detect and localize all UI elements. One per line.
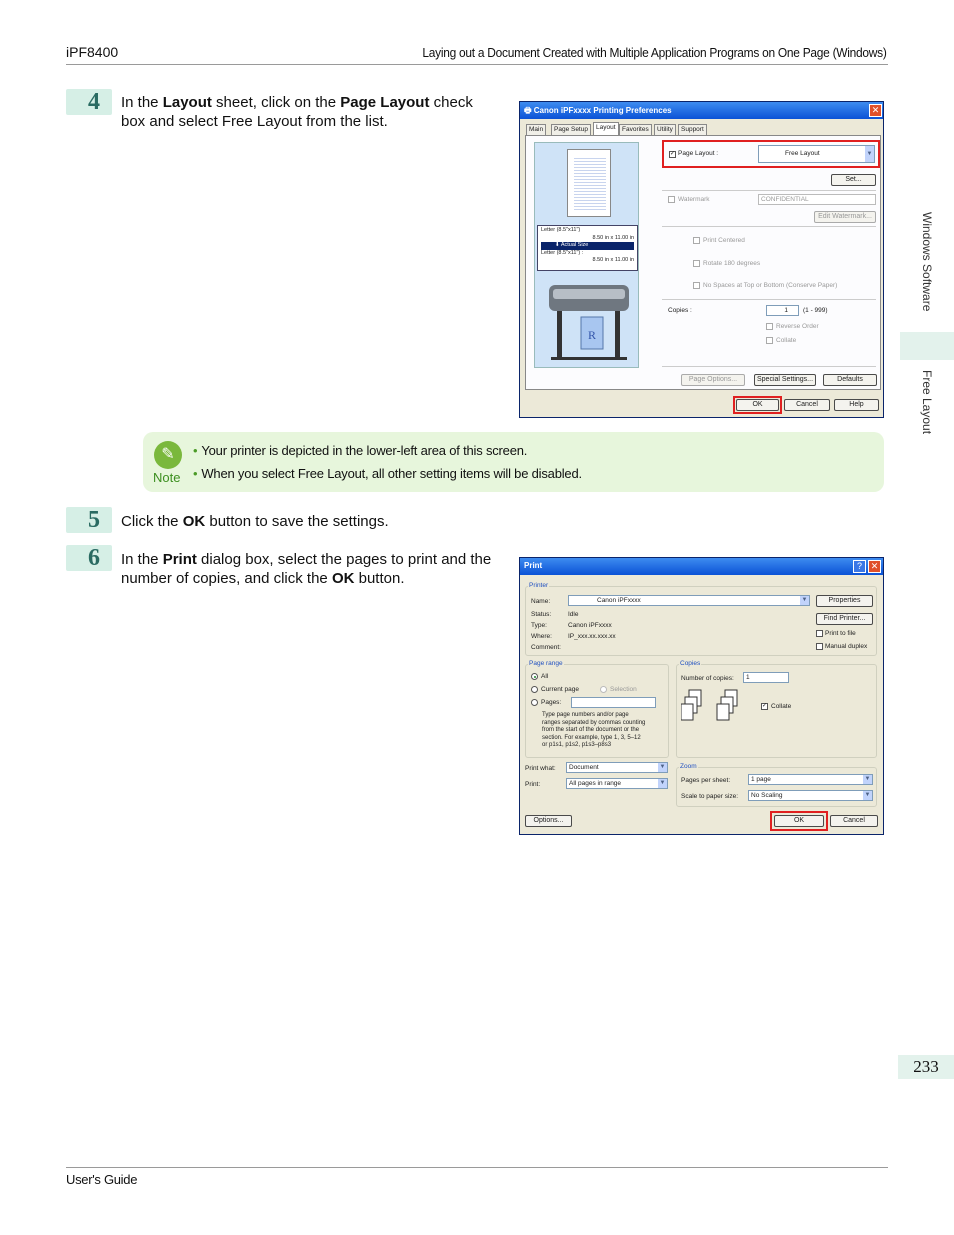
collate-checkbox[interactable] [766,337,773,344]
paper-info-box: Letter (8.5"x11") 8.50 in x 11.00 in ⬇ Actual Size Letter (8.5"x11") : 8.50 in x 11.00 in [537,225,638,271]
page-range-label: Page range [529,660,563,667]
print-what-select[interactable]: Document ▼ [566,762,668,773]
num-copies-label: Number of copies: [681,675,734,682]
copies-group-label: Copies [680,660,701,667]
svg-text:R: R [588,328,597,342]
step-6-text: In the Print dialog box, select the pages to print and the number of copies, and click the OK button. [121,551,492,587]
prefs-cancel-button[interactable]: Cancel [784,399,830,411]
where-value: IP_xxx.xx.xxx.xx [568,633,616,640]
pages-input[interactable] [571,697,656,708]
step-6-number: 6 [66,545,112,571]
chevron-down-icon: ▼ [659,764,666,770]
page-layout-select[interactable]: Free Layout ▼ [758,145,875,163]
range-all-label: All [541,673,549,680]
comment-label: Comment: [531,644,561,651]
note-label: Note [153,470,181,485]
where-label: Where: [531,633,552,640]
range-pages-radio[interactable] [531,699,538,706]
manual-duplex-checkbox[interactable] [816,643,823,650]
print-label: Print: [525,781,541,788]
chevron-down-icon: ▼ [864,776,871,782]
note-box [143,432,884,492]
tab-main[interactable]: Main [526,124,546,135]
actual-size-row: ⬇ Actual Size [541,242,634,250]
rotate-label: Rotate 180 degrees [703,260,761,267]
rotate-checkbox[interactable] [693,260,700,267]
properties-button[interactable]: Properties [816,595,873,607]
range-current-radio[interactable] [531,686,538,693]
arrow-down-icon: ⬇ [555,242,561,248]
zoom-group [676,767,877,807]
tab-layout[interactable]: Layout [593,122,619,135]
print-cancel-button[interactable]: Cancel [830,815,878,827]
chevron-down-icon: ▼ [865,146,874,162]
no-spaces-label: No Spaces at Top or Bottom (Conserve Paper) [703,282,838,289]
page-layout-label: Page Layout : [678,150,719,157]
tab-utility[interactable]: Utility [654,124,676,135]
copies-input[interactable]: 1 [766,305,799,316]
chevron-down-icon: ▼ [864,792,871,798]
edit-watermark-button[interactable]: Edit Watermark... [814,211,876,223]
side-tab-windows-software[interactable]: Windows Software [920,212,934,312]
pages-per-sheet-select[interactable]: 1 page ▼ [748,774,873,785]
step-4-number: 4 [66,89,112,115]
prefs-titlebar: 🖶 Canon iPFxxxx Printing Preferences [520,102,883,119]
status-label: Status: [531,611,552,618]
print-to-file-label: Print to file [825,630,856,637]
printer-illustration-icon [543,275,635,365]
side-tab-highlight [900,332,954,360]
prefs-help-button[interactable]: Help [834,399,879,411]
reverse-order-checkbox[interactable] [766,323,773,330]
watermark-select[interactable]: CONFIDENTIAL [758,194,876,205]
defaults-button[interactable]: Defaults [823,374,877,386]
print-ok-button[interactable]: OK [774,815,824,827]
num-copies-input[interactable]: 1 [743,672,789,683]
step-4-text: In the Layout sheet, click on the Page Layout check box and select Free Layout from the list. [121,94,473,130]
header-model: iPF8400 [66,44,119,60]
note-item: • When you select Free Layout, all other setting items will be disabled. [193,466,582,481]
find-printer-button[interactable]: Find Printer... [816,613,873,625]
tab-support[interactable]: Support [678,124,707,135]
print-centered-checkbox[interactable] [693,237,700,244]
name-label: Name: [531,598,551,605]
header-section-title: Laying out a Document Created with Multiple Application Programs on One Page (Windows) [422,45,887,60]
chevron-down-icon: ▼ [801,597,808,603]
copies-label: Copies : [668,307,692,314]
options-button[interactable]: Options... [525,815,572,827]
print-titlebar: Print [520,558,883,575]
print-to-file-checkbox[interactable] [816,630,823,637]
layout-sheet [525,135,881,390]
reverse-order-label: Reverse Order [776,323,819,330]
print-centered-label: Print Centered [703,237,745,244]
prefs-ok-button[interactable]: OK [736,399,779,411]
chevron-down-icon: ▼ [659,780,666,786]
pages-per-sheet-label: Pages per sheet: [681,777,731,784]
collate-checkbox[interactable]: ✓ [762,703,768,709]
manual-duplex-label: Manual duplex [825,643,868,650]
printer-name-select[interactable]: Canon iPFxxxx ▼ [568,595,810,606]
step-5-number: 5 [66,507,112,533]
type-value: Canon iPFxxxx [568,622,612,629]
watermark-label: Watermark [678,196,710,203]
print-dialog [519,557,884,835]
note-item: • Your printer is depicted in the lower-left area of this screen. [193,443,528,458]
preview-pane [534,142,639,368]
printer-group-label: Printer [529,582,549,589]
print-pages-select[interactable]: All pages in range ▼ [566,778,668,789]
range-selection-label: Selection [610,686,637,693]
page-preview [567,149,611,217]
status-value: Idle [568,611,579,618]
type-label: Type: [531,622,547,629]
side-tab-free-layout[interactable]: Free Layout [920,370,934,435]
range-pages-label: Pages: [541,699,562,706]
zoom-group-label: Zoom [680,763,697,770]
page-options-button[interactable]: Page Options... [681,374,745,386]
scale-label: Scale to paper size: [681,793,739,800]
printing-preferences-dialog [519,101,884,418]
collate-label: Collate [776,337,797,344]
header-divider [66,64,888,65]
no-spaces-checkbox[interactable] [693,282,700,289]
range-help-text: Type page numbers and/or page ranges separated by commas counting from the start of the document or the section. For example, type 1, 3, 5–12 or p1s1, p1s2, p1s3–p8s3 [542,712,646,748]
print-what-label: Print what: [525,765,556,772]
range-selection-radio[interactable] [600,686,607,693]
print-close-icon[interactable]: ✕ [868,560,881,573]
printer-icon: 🖶 [524,106,534,115]
pencil-icon: ✎ [154,441,182,469]
page-number: 233 [898,1055,954,1079]
page-layout-checkbox[interactable]: ✓ [670,151,676,157]
set-button[interactable]: Set... [831,174,876,186]
footer-divider [66,1167,888,1168]
collate-pages-icon [681,688,741,724]
watermark-checkbox[interactable] [668,196,675,203]
footer-guide: User's Guide [66,1172,138,1187]
copies-range: (1 - 999) [803,307,828,314]
range-all-radio[interactable] [531,673,538,680]
collate-label: Collate [771,703,792,710]
special-settings-button[interactable]: Special Settings... [754,374,816,386]
tab-favorites[interactable]: Favorites [619,124,652,135]
scale-select[interactable]: No Scaling ▼ [748,790,873,801]
tab-page-setup[interactable]: Page Setup [551,124,591,135]
range-current-label: Current page [541,686,579,693]
step-5-text: Click the OK button to save the settings. [121,513,389,530]
prefs-close-icon[interactable]: ✕ [869,104,882,117]
help-icon[interactable]: ? [853,560,866,573]
